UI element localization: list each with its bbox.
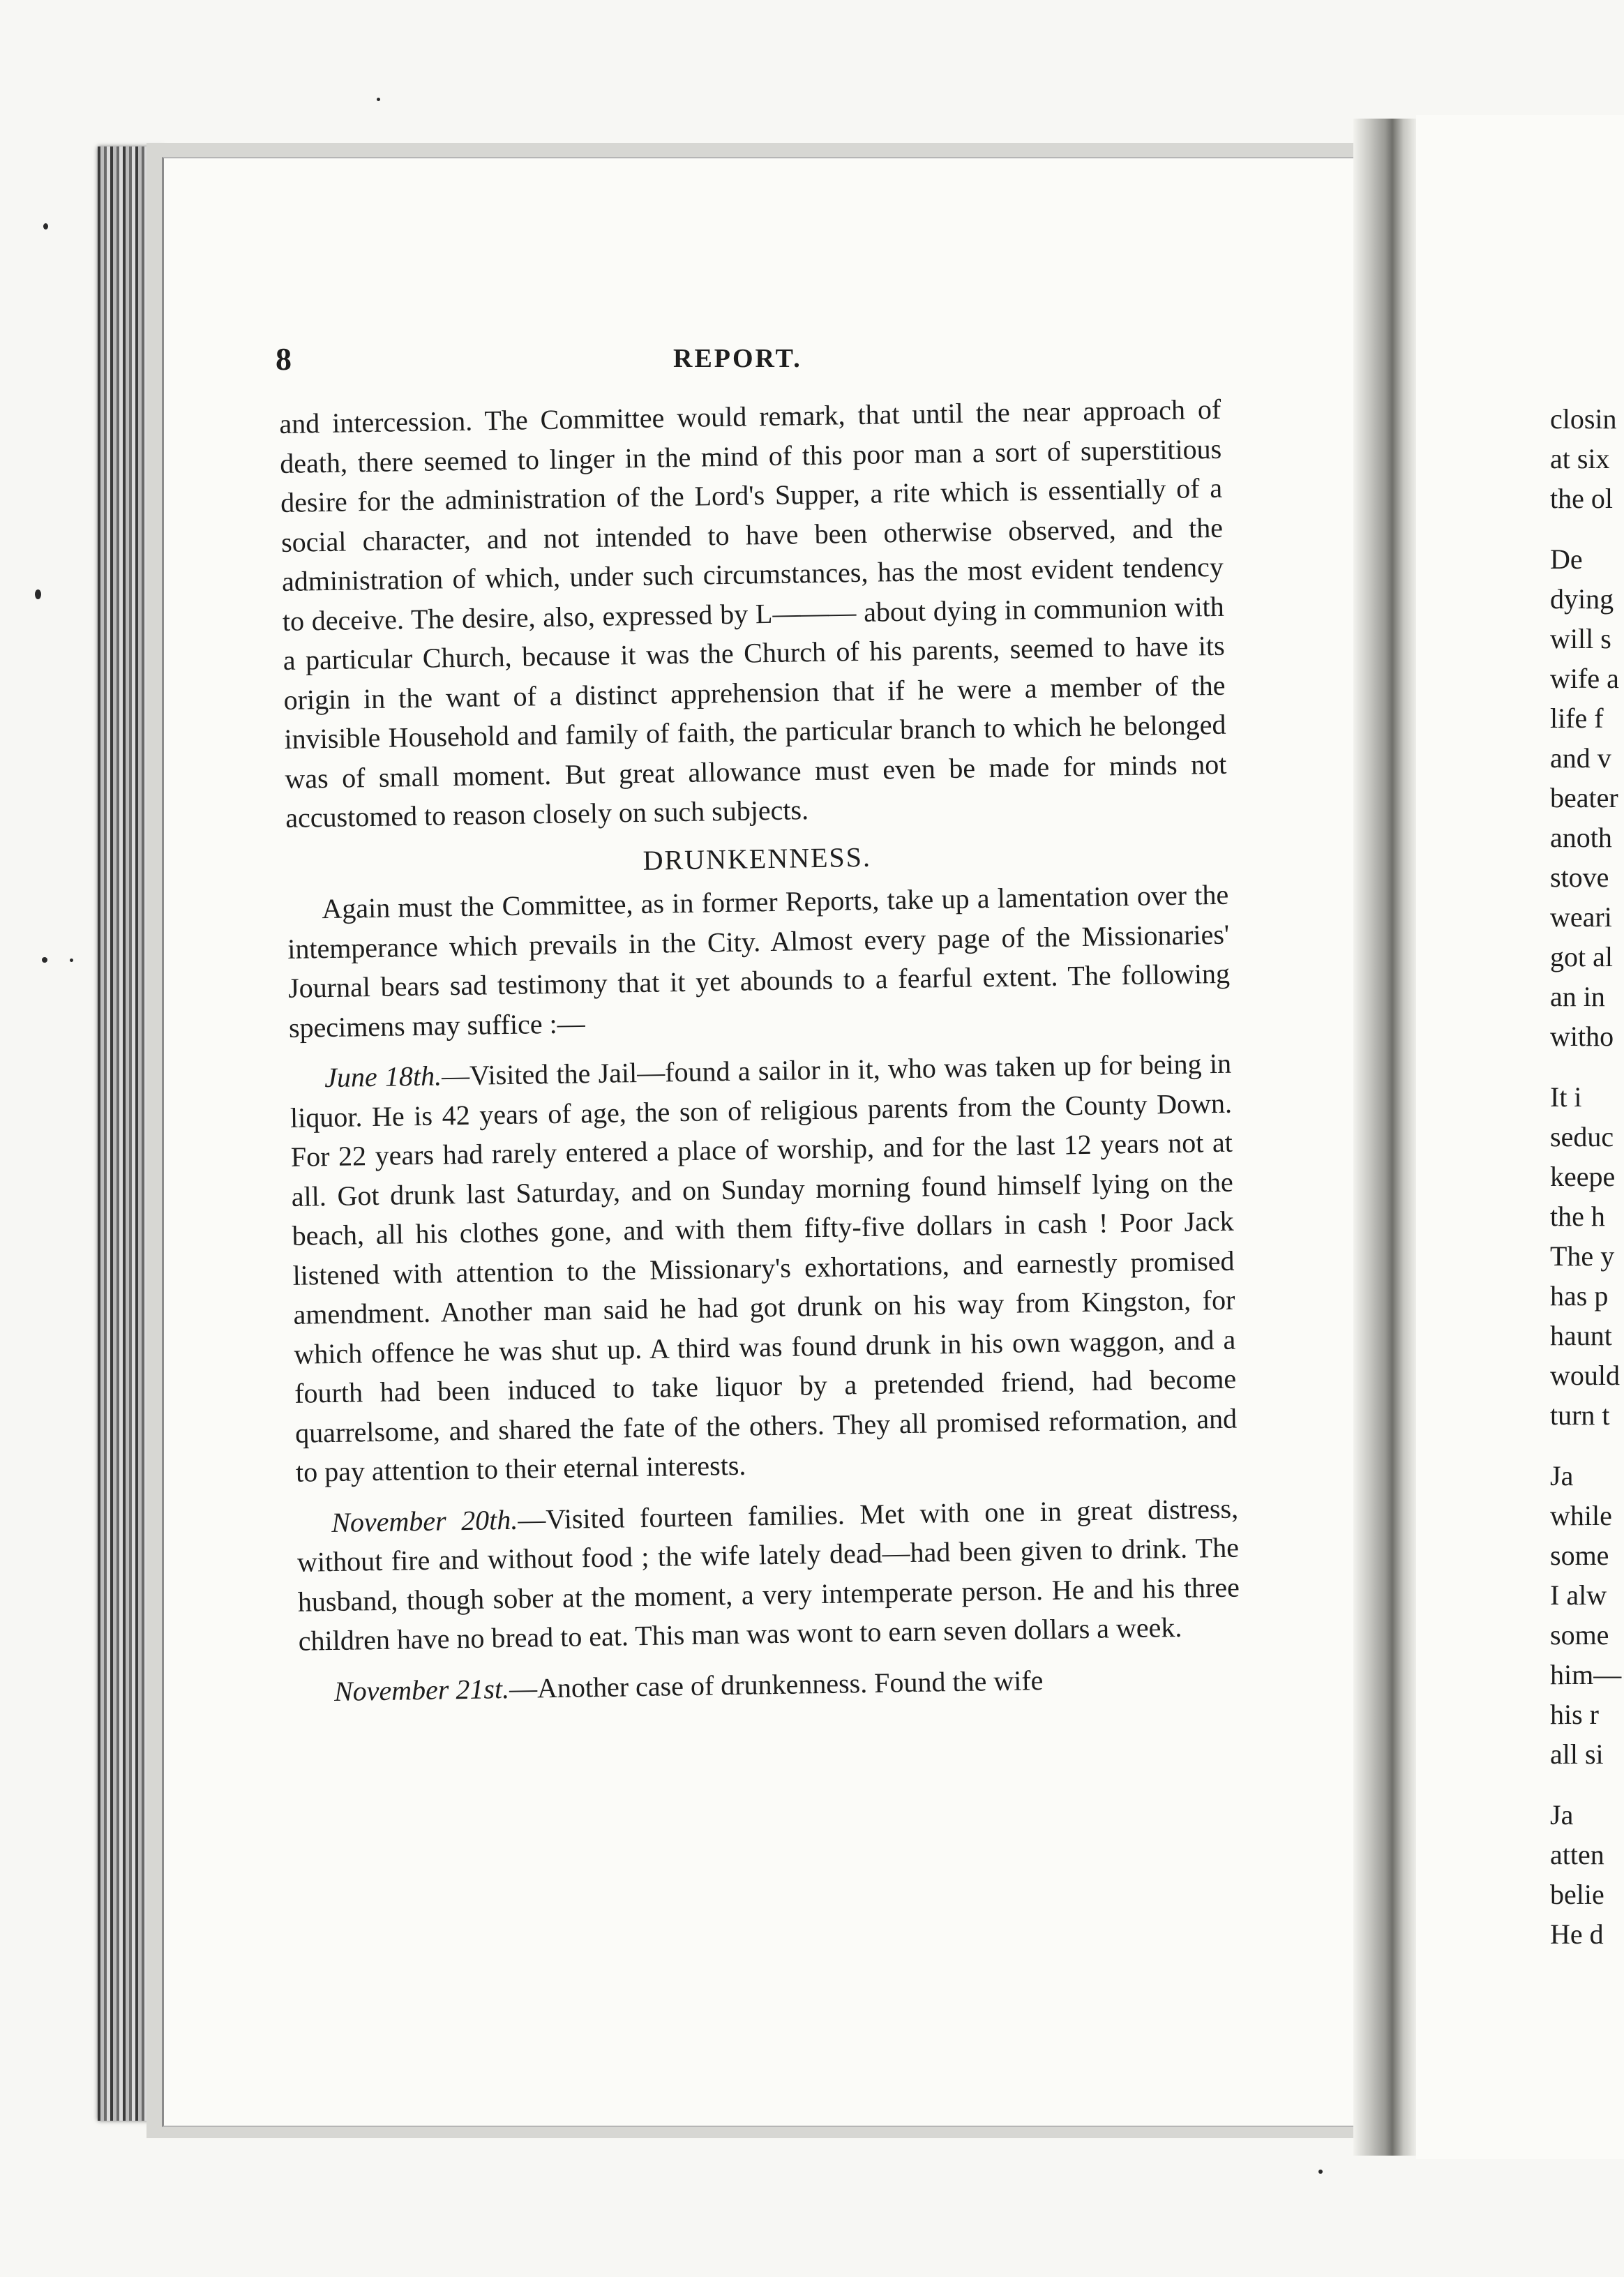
- journal-entry-june: [290, 1044, 1238, 1493]
- facing-page-line: I alw: [1550, 1579, 1607, 1611]
- facing-page-line: the ol: [1550, 483, 1613, 514]
- facing-page-line: weari: [1550, 901, 1612, 933]
- facing-page-line: has p: [1550, 1280, 1609, 1312]
- scan-speck: [1318, 2170, 1323, 2174]
- facing-page-line: at six: [1550, 443, 1610, 474]
- facing-page-line: an in: [1550, 981, 1605, 1012]
- scan-speck: [42, 957, 47, 963]
- entry-date: November 21st.: [333, 1672, 510, 1707]
- facing-page-line: It i: [1550, 1081, 1582, 1113]
- facing-page-line: seduc: [1550, 1121, 1614, 1152]
- entry-text: —Visited fourteen families. Met with one in great distress, without fire and without food ; the wife lately dead—had been given to drink. The husband, though sober at the moment, a very intemperate person. He and his three children have no bread to eat. This man was wont to earn seven dollars a week.: [296, 1492, 1240, 1657]
- facing-page-gap: [1550, 1435, 1624, 1456]
- facing-page-line: keepe: [1550, 1161, 1616, 1192]
- facing-page-line: haunt: [1550, 1320, 1612, 1351]
- entry-text: —Visited the Jail—found a sailor in it, who was taken up for being in liquor. He is 42 years of age, the son of religious parents from the County Down. For 22 years had rarely entered a place of worship, and for the last 12 years not at all. Got drunk last Saturday, and on Sunday morning found himself lying on the beach, all his clothes gone, and with them fifty-five dollars in cash ! Poor Jack listened with attention to the Missionary's exhortations, and earnestly promised amendment. Another man said he had got drunk on his way from Kingston, for which offence he was shut up. A third was found drunk in his own waggon, and a fourth had been induced to take liquor by a pretended friend, had become quarrelsome, and shared the fate of the others. They all promised reformation, and to pay attention to their eternal interests.: [290, 1047, 1238, 1488]
- journal-entry-november-20: [296, 1489, 1240, 1661]
- facing-page-line: his r: [1550, 1699, 1599, 1730]
- facing-page-line: life f: [1550, 702, 1604, 734]
- running-title: REPORT.: [673, 344, 802, 373]
- scan-speck: [70, 959, 73, 962]
- book-gutter: [1353, 119, 1416, 2156]
- facing-page-line: dying: [1550, 583, 1614, 615]
- facing-page-line: turn t: [1550, 1399, 1610, 1431]
- facing-page-line: will s: [1550, 623, 1611, 654]
- facing-page-line: and v: [1550, 742, 1611, 774]
- entry-date: November 20th.: [331, 1503, 518, 1538]
- scan-speck: [35, 589, 41, 599]
- facing-page-line: De: [1550, 543, 1583, 575]
- paragraph-intercession: and intercession. The Committee would remark, that until the near approach of death, there seemed to linger in the mind of this poor man a sort of superstitious desire for the administration of the Lord's Supper, a rite which is essentially of a social character, and not intended to have been otherwise observed, and the administration of which, under such circumstances, has the most evident tendency to deceive. The desire, also, expressed by L——— about dying in communion with a particular Church, because it was the Church of his parents, seemed to have its origin in the want of a distinct apprehension that if he were a member of the invisible Household and family of faith, the particular branch to which he belonged was of small moment. But great allowance must even be made for minds not accustomed to reason closely on such subjects.: [279, 393, 1227, 834]
- entry-text: —Another case of drunkenness. Found the wife: [509, 1664, 1044, 1704]
- facing-page-line: beater: [1550, 782, 1618, 813]
- facing-page-line: while: [1550, 1500, 1612, 1531]
- entry-date: June 18th.: [324, 1060, 442, 1094]
- page-number: 8: [276, 341, 292, 377]
- facing-page-line: Ja: [1550, 1460, 1574, 1491]
- facing-page-gap: [1550, 1774, 1624, 1795]
- facing-page-line: anoth: [1550, 822, 1612, 853]
- running-head: [276, 340, 1238, 389]
- facing-page-line: wife a: [1550, 663, 1619, 694]
- facing-page-line: him—: [1550, 1659, 1622, 1690]
- facing-page-line: some: [1550, 1619, 1609, 1651]
- facing-page-line: closin: [1550, 403, 1617, 435]
- facing-page-text: [1550, 399, 1624, 1954]
- facing-page-line: the h: [1550, 1201, 1605, 1232]
- facing-page-line: got al: [1550, 941, 1613, 972]
- facing-page-line: Ja: [1550, 1799, 1574, 1831]
- paragraph-lamentation: Again must the Committee, as in former Reports, take up a lamentation over the intemperance which prevails in the City. Almost every page of the Missionaries' Journal bears sad testimony that it yet abounds to a fearful extent. The following specimens may suffice :—: [287, 878, 1231, 1044]
- facing-page-line: would: [1550, 1360, 1620, 1391]
- facing-page-gap: [1550, 1056, 1624, 1077]
- section-heading: DRUNKENNESS.: [642, 841, 872, 876]
- facing-page-line: all si: [1550, 1738, 1604, 1770]
- scan-speck: [377, 98, 380, 101]
- facing-page-line: witho: [1550, 1021, 1614, 1052]
- facing-page-line: He d: [1550, 1918, 1604, 1950]
- body-text: [279, 390, 1241, 1712]
- facing-page-line: atten: [1550, 1839, 1604, 1870]
- facing-page-line: belie: [1550, 1879, 1604, 1910]
- facing-page-gap: [1550, 518, 1624, 539]
- facing-page-line: The y: [1550, 1240, 1615, 1272]
- facing-page-line: stove: [1550, 862, 1609, 893]
- scan-speck: [43, 223, 48, 230]
- facing-page-line: some: [1550, 1540, 1609, 1571]
